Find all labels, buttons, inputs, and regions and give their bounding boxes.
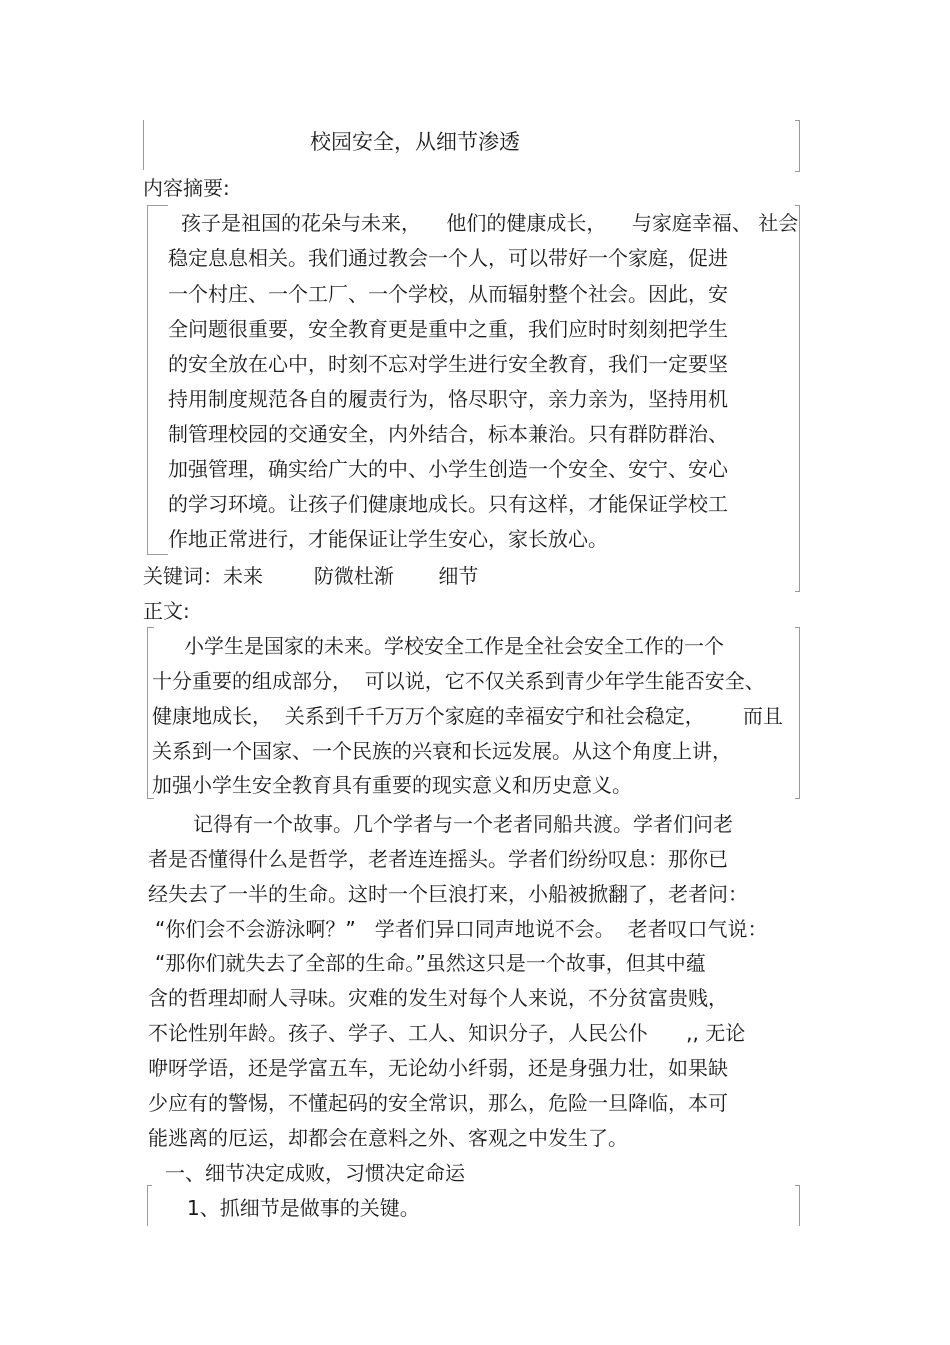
abstract-line: 持用制度规范各自的履责行为，恪尽职守，亲力亲为，坚持用机: [168, 387, 728, 411]
abstract-line: 制管理校园的交通安全，内外结合，标本兼治。只有群防群治、: [168, 422, 728, 446]
frame-mark: [795, 627, 800, 799]
paragraph-line: 健康地成长， 关系到千千万万个家庭的幸福安宁和社会稳定， 而且: [152, 704, 783, 728]
frame-mark: [143, 120, 144, 170]
paragraph-line: 记得有一个故事。几个学者与一个老者同船共渡。学者们问老: [193, 812, 733, 836]
frame-mark: [795, 1185, 800, 1226]
abstract-line: 全问题很重要，安全教育更是重中之重，我们应时时刻刻把学生: [168, 317, 728, 341]
abstract-line: 稳定息息相关。我们通过教会一个人，可以带好一个家庭，促进: [168, 246, 728, 270]
subsection-heading: 1、抓细节是做事的关键。: [187, 1196, 420, 1220]
frame-mark: [795, 120, 800, 172]
abstract-line: 作地正常进行，才能保证让学生安心，家长放心。: [168, 527, 608, 551]
paragraph-line: 者是否懂得什么是哲学，老者连连摇头。学者们纷纷叹息：那你已: [148, 847, 728, 871]
frame-mark: [147, 205, 168, 555]
abstract-line: 一个村庄、一个工厂、一个学校，从而辐射整个社会。因此，安: [168, 282, 728, 306]
paragraph-line: 小学生是国家的未来。学校安全工作是全社会安全工作的一个: [184, 634, 724, 658]
frame-mark: [795, 205, 800, 592]
paragraph-line: 加强小学生安全教育具有重要的现实意义和历史意义。: [152, 773, 632, 797]
paragraph-line: 能逃离的厄运，却都会在意料之外、客观之中发生了。: [148, 1126, 628, 1150]
paragraph-line: “你们会不会游泳啊？” 学者们异口同声地说不会。 老者叹口气说：: [155, 917, 768, 941]
paragraph-line: 十分重要的组成部分， 可以说，它不仅关系到青少年学生能否安全、: [152, 669, 765, 693]
paragraph-line: 少应有的警惕，不懂起码的安全常识，那么，危险一旦降临，本可: [148, 1091, 728, 1115]
document-title: 校园安全，从细节渗透: [310, 130, 520, 154]
paragraph-line: 咿呀学语，还是学富五车，无论幼小纤弱，还是身强力壮，如果缺: [148, 1056, 728, 1080]
paragraph-line: 含的哲理却耐人寻味。灾难的发生对每个人来说，不分贫富贵贱，: [148, 986, 728, 1010]
paragraph-line: 不论性别年龄。孩子、学子、工人、知识分子，人民公仆 ,, 无论: [148, 1021, 746, 1045]
keywords-line: 关键词：未来 防微杜渐 细节: [143, 564, 479, 588]
abstract-line: 的安全放在心中，时刻不忘对学生进行安全教育，我们一定要坚: [168, 352, 728, 376]
abstract-line: 的学习环境。让孩子们健康地成长。只有这样，才能保证学校工: [168, 492, 728, 516]
body-label: 正文:: [143, 599, 190, 623]
abstract-line: 加强管理，确实给广大的中、小学生创造一个安全、安宁、安心: [168, 457, 728, 481]
section-heading: 一、细节决定成败，习惯决定命运: [165, 1161, 465, 1185]
abstract-label: 内容摘要:: [143, 176, 230, 200]
paragraph-line: 关系到一个国家、一个民族的兴衰和长远发展。从这个角度上讲，: [152, 739, 732, 763]
frame-mark: [147, 1185, 152, 1226]
paragraph-line: 经失去了一半的生命。这时一个巨浪打来，小船被掀翻了，老者问：: [148, 882, 748, 906]
paragraph-line: “那你们就失去了全部的生命。”虽然这只是一个故事，但其中蕴: [155, 951, 706, 975]
abstract-line: 孩子是祖国的花朵与未来， 他们的健康成长， 与家庭幸福、 社会: [181, 211, 799, 235]
